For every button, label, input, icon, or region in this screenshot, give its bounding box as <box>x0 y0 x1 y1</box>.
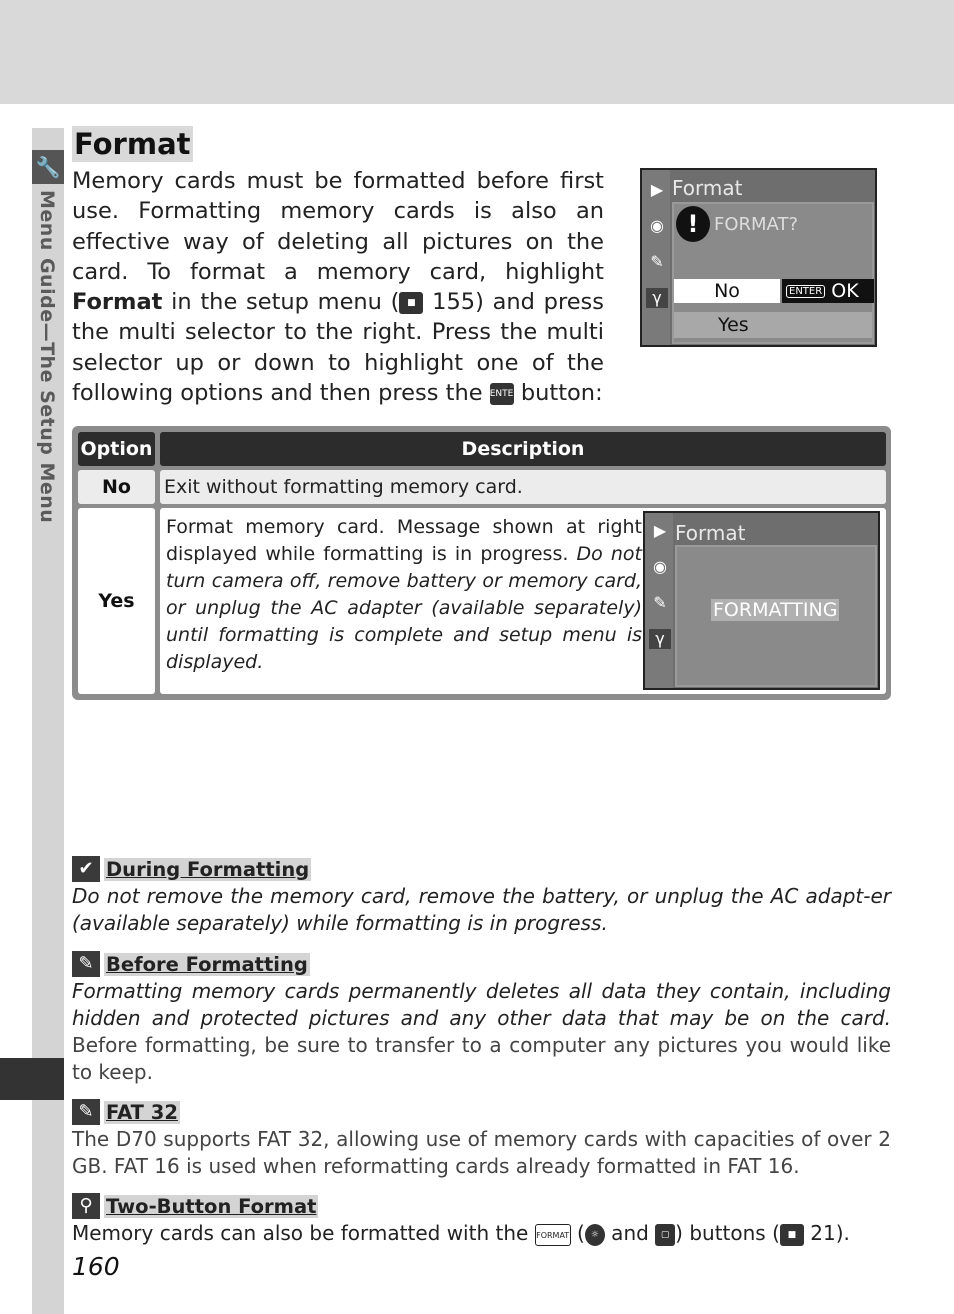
intro-ref: 155 <box>432 289 476 316</box>
pencil-icon: ✎ <box>653 593 667 612</box>
description-cell: Exit without formatting memory card. <box>164 476 523 498</box>
format-prompt: FORMAT? <box>714 214 799 235</box>
formatting-message: FORMATTING <box>713 599 838 621</box>
screen-title: Format <box>675 521 746 545</box>
note-text: ( <box>570 1221 585 1245</box>
side-tab <box>32 128 64 1314</box>
table-row <box>160 470 886 504</box>
note-two-button-body <box>72 1220 891 1247</box>
option-cell: No <box>102 476 131 498</box>
playback-icon: ▶ <box>653 521 667 540</box>
reference-icon: ■ <box>399 292 423 314</box>
checkmark-icon: ✔ <box>72 856 100 882</box>
table-row <box>78 470 155 504</box>
pencil-icon: ✎ <box>72 951 100 977</box>
delete-button-icon: ▢ <box>655 1224 675 1246</box>
note-fat32-heading <box>72 1099 180 1125</box>
note-text: Memory cards can also be formatted with the <box>72 1221 535 1245</box>
formatting-panel <box>675 545 877 687</box>
option-no[interactable] <box>674 279 780 303</box>
note-during-formatting-heading <box>72 856 311 882</box>
intro-text-2: in the setup menu ( <box>162 289 400 316</box>
column-header-option: Option <box>78 432 155 466</box>
note-two-button-heading <box>72 1193 318 1219</box>
enter-ok-hint <box>782 279 874 303</box>
magnifier-icon: ⚲ <box>72 1193 100 1219</box>
note-text: and <box>604 1221 656 1245</box>
intro-paragraph <box>72 166 604 408</box>
page-title: Format <box>74 127 191 161</box>
note-ref: 21 <box>810 1221 836 1245</box>
table-row <box>78 508 155 694</box>
note-title: Before Formatting <box>106 952 308 976</box>
section-side-label: Menu Guide—The Setup Menu <box>36 190 58 524</box>
note-text: ). <box>835 1221 850 1245</box>
description-cell <box>166 514 642 676</box>
menu-icon-column <box>645 513 673 688</box>
yes-desc-plain: Format memory card. Message shown at right displayed while formatting is in progress. <box>166 516 642 565</box>
enter-icon: ENTER <box>786 285 825 298</box>
top-band <box>0 0 954 104</box>
dialog-panel <box>672 202 874 344</box>
side-marker <box>0 1058 64 1100</box>
pencil-icon: ✎ <box>650 252 664 271</box>
option-no-label: No <box>714 280 740 302</box>
note-title: During Formatting <box>106 857 310 881</box>
enter-button-icon: ENTER <box>490 383 514 405</box>
warning-icon: ! <box>676 206 710 242</box>
mode-dial-icon: ☼ <box>585 1224 605 1246</box>
format-confirm-screen <box>640 168 877 347</box>
option-yes-label: Yes <box>718 314 749 336</box>
screen-title: Format <box>672 176 743 200</box>
note-before-formatting-heading <box>72 951 310 977</box>
option-cell: Yes <box>98 590 135 612</box>
format-button-icon: FORMAT <box>535 1224 571 1246</box>
reference-icon: ■ <box>780 1224 804 1246</box>
intro-text-1: Memory cards must be formatted before first use. Formatting memory cards is also an effective way of deleting all pictures on the card. To format a memory card, highlight <box>72 168 604 285</box>
pencil-icon: ✎ <box>72 1099 100 1125</box>
note-before-formatting-body <box>72 978 891 1086</box>
wrench-icon: γ <box>646 288 668 308</box>
wrench-icon: γ <box>649 629 671 649</box>
page-number: 160 <box>72 1252 120 1281</box>
playback-icon: ▶ <box>650 180 664 199</box>
intro-bold: Format <box>72 289 163 316</box>
menu-icon-column <box>642 170 670 345</box>
intro-text-3: ) and press the multi selector to the right. Press the multi selector up or down to highlight one of the following options and then press the <box>72 289 605 407</box>
note-text: ) buttons ( <box>675 1221 780 1245</box>
intro-text-4: button: <box>513 380 603 407</box>
formatting-screen <box>643 511 880 690</box>
note-during-formatting-body: Do not remove the memory card, remove the battery, or unplug the AC adapt-er (available separately) while formatting is in progress. <box>72 884 891 935</box>
ok-label: OK <box>831 280 859 302</box>
note-warning-text: Formatting memory cards permanently deletes all data they contain, including hidden and protected pictures and any other data that may be on the card. <box>72 979 891 1030</box>
note-title: Two-Button Format <box>106 1194 317 1218</box>
note-fat32-body: The D70 supports FAT 32, allowing use of memory cards with capacities of over 2 GB. FAT 16 is used when reformatting cards already formatted in FAT 16. <box>72 1127 891 1178</box>
camera-icon: ◉ <box>653 557 667 576</box>
camera-icon: ◉ <box>650 216 664 235</box>
note-title: FAT 32 <box>106 1100 178 1124</box>
option-yes[interactable] <box>674 312 872 338</box>
wrench-icon: 🔧 <box>32 150 64 184</box>
note-plain-text: Before formatting, be sure to transfer to a computer any pictures you would like to keep. <box>72 1033 891 1084</box>
column-header-description: Description <box>160 432 886 466</box>
yes-desc-warning: Do not turn camera off, remove battery or memory card, or unplug the AC adapter (available separately) until formatting is complete and setup menu is displayed. <box>166 543 642 673</box>
